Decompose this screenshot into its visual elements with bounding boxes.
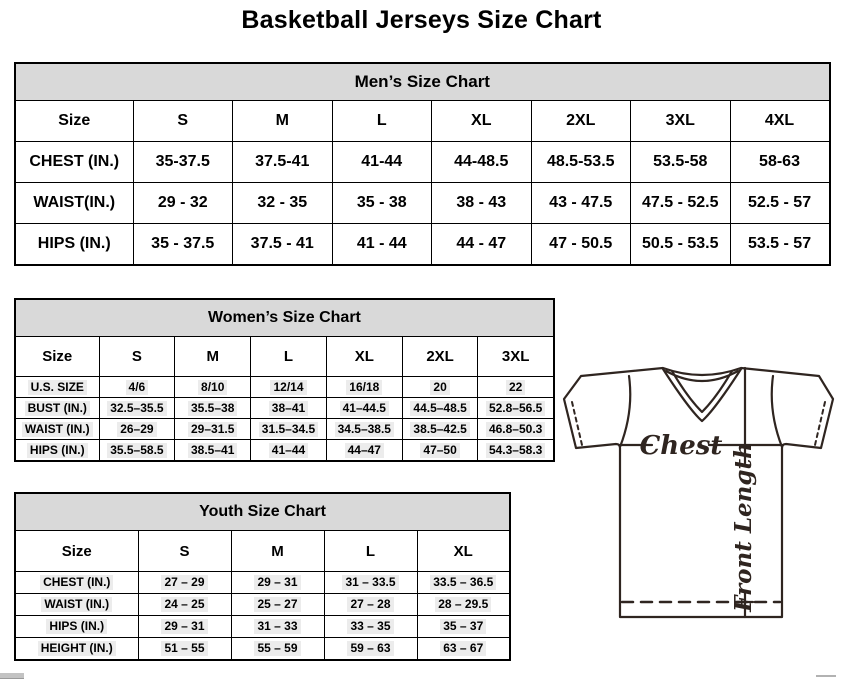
value-cell: 59 – 63 [324,638,417,661]
value-cell: 41–44 [251,440,327,462]
jersey-measurement-diagram [555,355,843,635]
row-label: WAIST (IN.) [15,594,138,616]
table-row [15,638,510,661]
value-cell: 32 - 35 [233,183,333,224]
value-cell: 44.5–48.5 [402,398,478,419]
value-cell: 44–47 [326,440,402,462]
value-cell: 47 - 50.5 [531,224,631,266]
value-cell: 54.3–58.3 [478,440,554,462]
mens-col-header: 3XL [631,101,731,142]
value-cell: 35.5–38 [175,398,251,419]
value-cell: 35-37.5 [133,142,233,183]
value-cell: 16/18 [326,377,402,398]
mens-table-title: Men’s Size Chart [15,63,830,101]
value-cell: 38 - 43 [432,183,532,224]
womens-col-header: L [251,337,327,377]
row-label: U.S. SIZE [15,377,99,398]
youth-size-table [14,492,511,661]
page-title: Basketball Jerseys Size Chart [241,6,602,34]
value-cell: 44-48.5 [432,142,532,183]
youth-col-header: S [138,531,231,572]
value-cell: 52.8–56.5 [478,398,554,419]
table-row [15,616,510,638]
scrollbar-fragment-left [0,673,24,679]
womens-size-table [14,298,555,462]
womens-col-header: 2XL [402,337,478,377]
value-cell: 29 – 31 [138,616,231,638]
value-cell: 48.5-53.5 [531,142,631,183]
table-row [15,398,554,419]
mens-col-header: M [233,101,333,142]
value-cell: 31.5–34.5 [251,419,327,440]
front-length-label: Front Length [730,442,757,612]
youth-table-title: Youth Size Chart [15,493,510,531]
value-cell: 4/6 [99,377,175,398]
value-cell: 38–41 [251,398,327,419]
value-cell: 53.5-58 [631,142,731,183]
table-row [15,594,510,616]
value-cell: 29 – 31 [231,572,324,594]
value-cell: 28 – 29.5 [417,594,510,616]
value-cell: 35 - 37.5 [133,224,233,266]
scrollbar-fragment-right [816,675,836,677]
value-cell: 22 [478,377,554,398]
value-cell: 37.5-41 [233,142,333,183]
mens-col-header-size: Size [15,101,133,142]
value-cell: 8/10 [175,377,251,398]
row-label: CHEST (IN.) [15,572,138,594]
value-cell: 33 – 35 [324,616,417,638]
womens-col-header: 3XL [478,337,554,377]
mens-col-header: XL [432,101,532,142]
value-cell: 25 – 27 [231,594,324,616]
mens-col-header: L [332,101,432,142]
value-cell: 27 – 29 [138,572,231,594]
mens-col-header: 2XL [531,101,631,142]
value-cell: 47.5 - 52.5 [631,183,731,224]
value-cell: 38.5–42.5 [402,419,478,440]
table-row [15,572,510,594]
womens-col-header: M [175,337,251,377]
mens-size-table [14,62,831,266]
value-cell: 37.5 - 41 [233,224,333,266]
row-label: HIPS (IN.) [15,224,133,266]
youth-col-header-size: Size [15,531,138,572]
value-cell: 53.5 - 57 [730,224,830,266]
value-cell: 46.8–50.3 [478,419,554,440]
value-cell: 29–31.5 [175,419,251,440]
value-cell: 32.5–35.5 [99,398,175,419]
value-cell: 55 – 59 [231,638,324,661]
table-row [15,183,830,224]
value-cell: 26–29 [99,419,175,440]
value-cell: 35 – 37 [417,616,510,638]
womens-col-header-size: Size [15,337,99,377]
value-cell: 44 - 47 [432,224,532,266]
value-cell: 41-44 [332,142,432,183]
youth-col-header: XL [417,531,510,572]
value-cell: 52.5 - 57 [730,183,830,224]
value-cell: 31 – 33 [231,616,324,638]
row-label: BUST (IN.) [15,398,99,419]
row-label: HEIGHT (IN.) [15,638,138,661]
youth-col-header: L [324,531,417,572]
value-cell: 47–50 [402,440,478,462]
table-row [15,377,554,398]
value-cell: 34.5–38.5 [326,419,402,440]
youth-col-header: M [231,531,324,572]
value-cell: 58-63 [730,142,830,183]
table-row [15,440,554,462]
value-cell: 63 – 67 [417,638,510,661]
table-row [15,419,554,440]
jersey-outline [564,368,833,617]
value-cell: 35 - 38 [332,183,432,224]
value-cell: 31 – 33.5 [324,572,417,594]
table-row [15,224,830,266]
value-cell: 43 - 47.5 [531,183,631,224]
value-cell: 41 - 44 [332,224,432,266]
row-label: HIPS (IN.) [15,440,99,462]
row-label: HIPS (IN.) [15,616,138,638]
womens-col-header: S [99,337,175,377]
row-label: CHEST (IN.) [15,142,133,183]
value-cell: 38.5–41 [175,440,251,462]
mens-col-header: 4XL [730,101,830,142]
value-cell: 51 – 55 [138,638,231,661]
mens-col-header: S [133,101,233,142]
value-cell: 41–44.5 [326,398,402,419]
value-cell: 50.5 - 53.5 [631,224,731,266]
value-cell: 27 – 28 [324,594,417,616]
value-cell: 20 [402,377,478,398]
value-cell: 29 - 32 [133,183,233,224]
table-row [15,142,830,183]
row-label: WAIST (IN.) [15,419,99,440]
value-cell: 24 – 25 [138,594,231,616]
chest-label: Chest [639,431,723,461]
womens-table-title: Women’s Size Chart [15,299,554,337]
value-cell: 33.5 – 36.5 [417,572,510,594]
womens-col-header: XL [326,337,402,377]
value-cell: 35.5–58.5 [99,440,175,462]
row-label: WAIST(IN.) [15,183,133,224]
value-cell: 12/14 [251,377,327,398]
